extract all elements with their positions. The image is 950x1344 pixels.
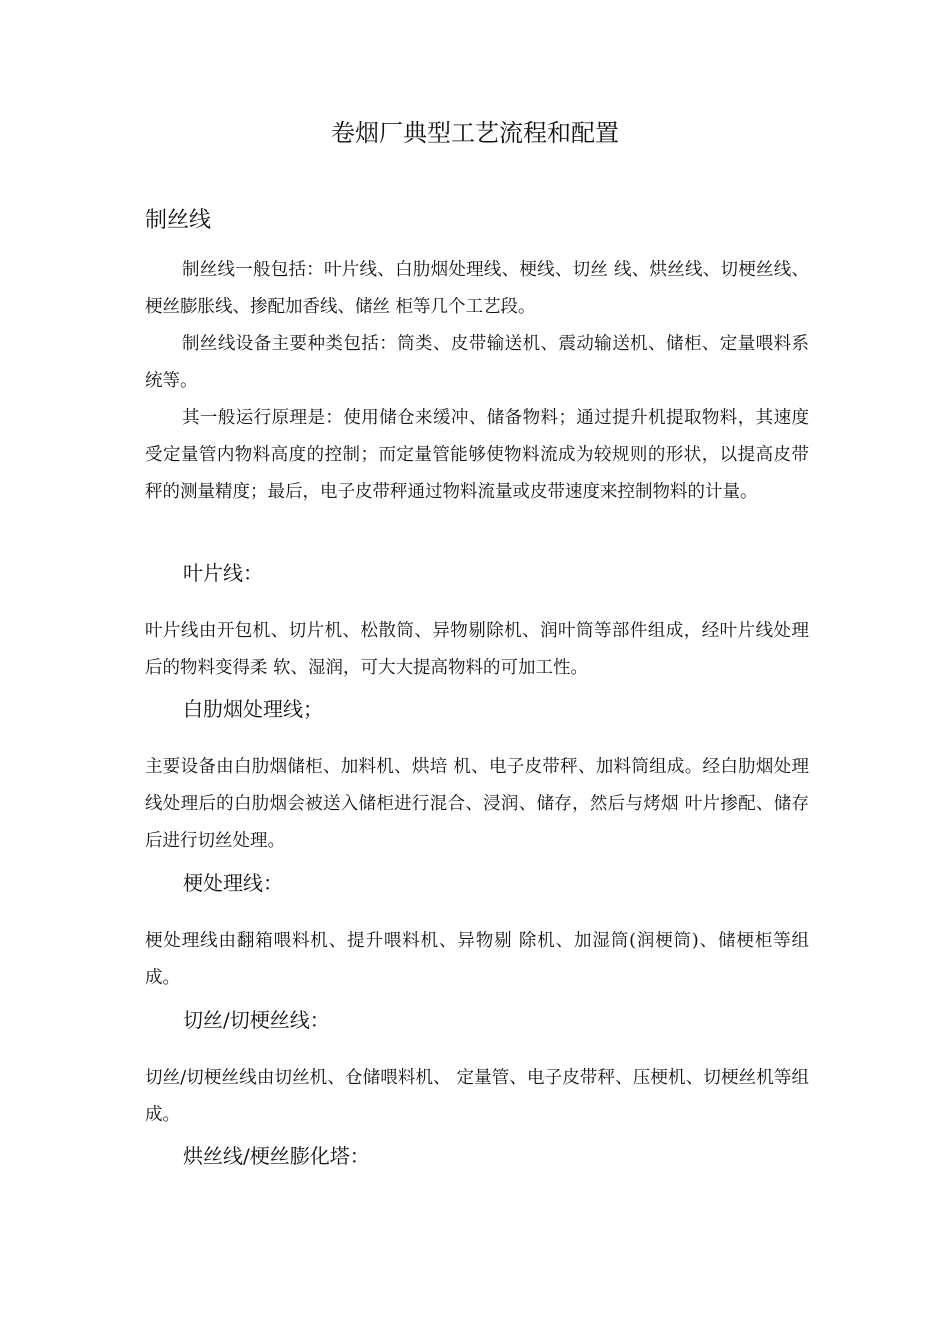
subsection-heading-cutting-line: 切丝/切梗丝线：: [183, 1008, 330, 1032]
section-heading-zhisixian: 制丝线: [145, 208, 212, 233]
subsection-body-leaf-line: 叶片线由开包机、切片机、松散筒、异物剔除机、润叶筒等部件组成，经叶片线处理后的物料变得柔 软、湿润，可大大提高物料的可加工性。: [145, 621, 809, 678]
subsection-heading-drying-line: 烘丝线/梗丝膨化塔：: [183, 1144, 370, 1168]
subsection-body-cutting-line: 切丝/切梗丝线由切丝机、仓储喂料机、 定量管、电子皮带秤、压梗机、切梗丝机等组成。: [145, 1068, 809, 1125]
subsection-heading-leaf-line: 叶片线：: [183, 561, 263, 585]
subsection-heading-burley-line: 白肋烟处理线；: [183, 697, 323, 721]
paragraph-operating-principle: 其一般运行原理是：使用储仓来缓冲、储备物料；通过提升机提取物料，其速度受定量管内物料高度的控制；而定量管能够使物料流成为较规则的形状，以提高皮带秤的测量精度；最后，电子皮带秤通过物料流量或皮带速度来控制物料的计量。: [145, 408, 809, 502]
document-title: 卷烟厂典型工艺流程和配置: [331, 119, 619, 147]
paragraph-overview: 制丝线一般包括：叶片线、白肋烟处理线、梗线、切丝 线、烘丝线、切梗丝线、梗丝膨胀线、掺配加香线、储丝 柜等几个工艺段。: [145, 260, 809, 317]
subsection-body-stem-line: 梗处理线由翻箱喂料机、提升喂料机、异物剔 除机、加湿筒(润梗筒)、储梗柜等组成。: [145, 931, 809, 988]
paragraph-equipment-types: 制丝线设备主要种类包括：筒类、皮带输送机、震动输送机、储柜、定量喂料系统等。: [145, 334, 809, 391]
subsection-heading-stem-line: 梗处理线：: [183, 871, 283, 895]
subsection-body-burley-line: 主要设备由白肋烟储柜、加料机、烘培 机、电子皮带秤、加料筒组成。经白肋烟处理线处理后的白肋烟会被送入储柜进行混合、浸润、储存，然后与烤烟 叶片掺配、储存后进行切丝处理。: [145, 757, 809, 851]
